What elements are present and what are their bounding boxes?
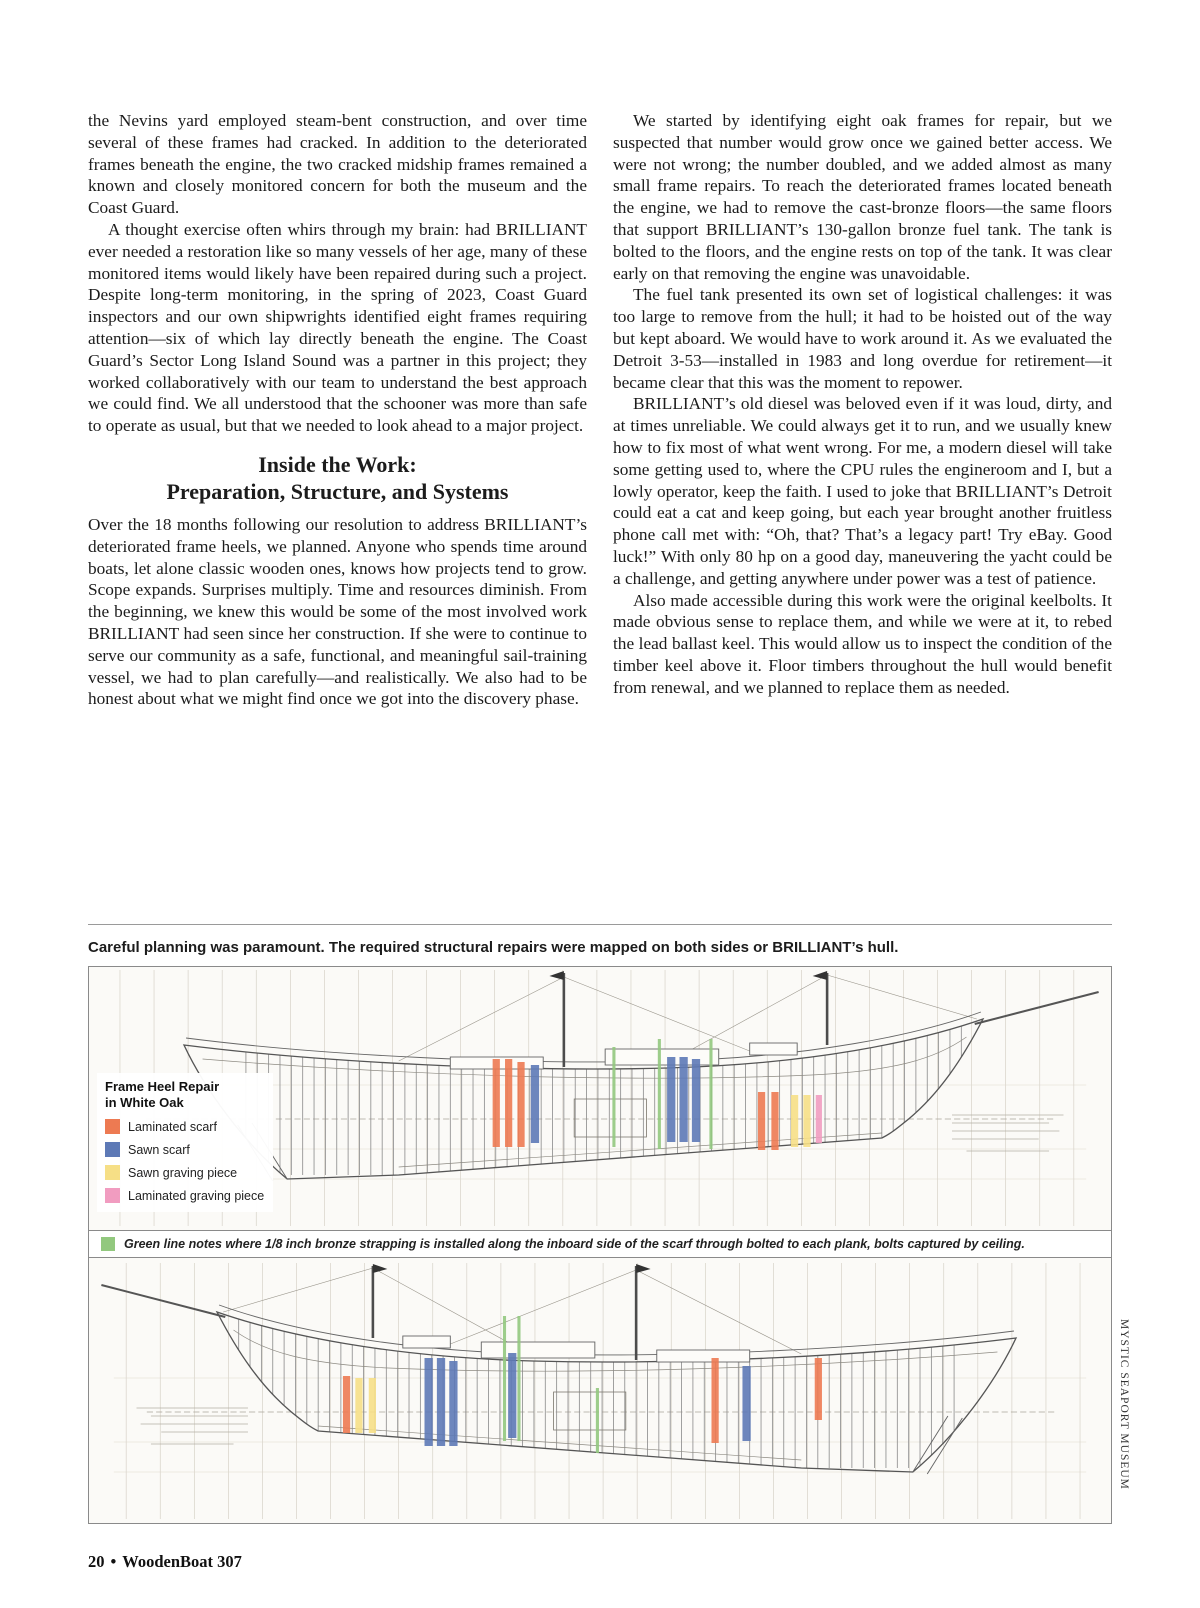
hull-drawing-port [89, 1258, 1111, 1523]
page-footer [88, 1552, 242, 1572]
section-heading [88, 451, 587, 505]
color-swatch-laminated-scarf [105, 1119, 120, 1134]
repair-legend [97, 1073, 273, 1212]
legend-label: Sawn scarf [128, 1142, 190, 1157]
magazine-title: WoodenBoat 307 [122, 1552, 242, 1571]
strapping-note-text: Green line notes where 1/8 inch bronze strapping is installed along the inboard side of the scarf through bolted to each plank, bolts captured by ceiling. [124, 1237, 1025, 1251]
paragraph: A thought exercise often whirs through my brain: had BRILLIANT ever needed a restoration like so many vessels of her age, many of these monitored items would likely have been repaired during such a project. Despite long-term monitoring, in the spring of 2023, Coast Guard inspectors and our own shipwrights identified eight frames requiring attention—six of which lay directly beneath the engine. The Coast Guard’s Sector Long Island Sound was a partner in this project; they worked collaboratively with our team to understand the best approach we could find. We all understood that the schooner was more than safe to operate as usual, but that we needed to look ahead to a major project. [88, 219, 587, 436]
paragraph: The fuel tank presented its own set of logistical challenges: it was too large to remove from the hull; it had to be hoisted out of the way but kept aboard. We would have to work around it. As we evaluated the Detroit 3-53—installed in 1983 and long overdue for retirement—it became clear that this was the moment to repower. [613, 285, 1112, 392]
paragraph: Also made accessible during this work were the original keelbolts. It made obvious sense to replace them, and while we were at it, to rebed the lead ballast keel. This would allow us to inspect the condition of the timber keel above it. Floor timbers throughout the hull would benefit from renewal, and we planned to replace them as needed. [613, 590, 1112, 697]
page-number: 20 [88, 1552, 105, 1571]
column-left [88, 110, 587, 906]
color-swatch-sawn-scarf [105, 1142, 120, 1157]
paragraph: the Nevins yard employed steam-bent construction, and over time several of these frames had cracked. In addition to the deteriorated frames beneath the engine, the two cracked midship frames remained a known and closely monitored concern for both the museum and the Coast Guard. [88, 111, 587, 218]
paragraph: We started by identifying eight oak frames for repair, but we suspected that number would grow once we gained better access. We were not wrong; the number doubled, and we added almost as many small frame repairs. To reach the deteriorated frames located beneath the engine, we had to remove the cast-bronze floors—the same floors that support BRILLIANT’s 130-gallon bronze fuel tank. The tank is bolted to the floors, and the engine rests on top of the tank. It was clear early on that removing the engine was unavoidable. [613, 111, 1112, 283]
legend-item [105, 1142, 265, 1157]
color-swatch-sawn-graving [105, 1165, 120, 1180]
legend-item [105, 1188, 265, 1203]
legend-label: Laminated scarf [128, 1119, 217, 1134]
article-columns [88, 110, 1112, 906]
photo-credit: MYSTIC SEAPORT MUSEUM [1118, 1319, 1130, 1490]
paragraph: Over the 18 months following our resolution to address BRILLIANT’s deteriorated frame heels, we planned. Anyone who spends time around boats, let alone classic wooden ones, knows how projects tend to grow. Scope expands. Surprises multiply. Time and resources diminish. From the beginning, we knew this would be some of the most involved work BRILLIANT had seen since her construction. If she were to continue to serve our community as a safe, functional, and meaningful sail-training vessel, we had to plan carefully—and realistically. We also had to be honest about what we might find once we got into the discovery phase. [88, 514, 587, 709]
hull-repair-figure [88, 966, 1130, 1524]
legend-title-line2: in White Oak [105, 1095, 184, 1110]
legend-item [105, 1165, 265, 1180]
strapping-note [89, 1230, 1111, 1258]
section-divider [88, 924, 1112, 925]
figure-caption: Careful planning was paramount. The required structural repairs were mapped on both sides or BRILLIANT’s hull. [88, 939, 899, 956]
paragraph: BRILLIANT’s old diesel was beloved even if it was loud, dirty, and at times unreliable. We could always get it to run, and we usually knew how to fix most of what went wrong. For me, a modern diesel will take some getting used to, where the CPU rules the engineroom and I, but a lowly operator, keep the faith. I used to joke that BRILLIANT’s Detroit could eat a cat and keep going, but each year brought another fruitless phone call met with: “Oh, that? That’s a legacy part! Try eBay. Good luck!” With only 80 hp on a good day, maneuvering the yacht could be a challenge, and getting anywhere under power was a test of patience. [613, 394, 1112, 588]
green-line-swatch [101, 1237, 115, 1251]
legend-label: Sawn graving piece [128, 1165, 238, 1180]
footer-separator: • [110, 1552, 117, 1571]
section-heading-line2: Preparation, Structure, and Systems [166, 478, 509, 504]
section-heading-line1: Inside the Work: [258, 451, 417, 477]
color-swatch-laminated-graving [105, 1188, 120, 1203]
legend-label: Laminated graving piece [128, 1188, 265, 1203]
legend-title-line1: Frame Heel Repair [105, 1079, 220, 1094]
legend-item [105, 1119, 265, 1134]
column-right [613, 110, 1112, 906]
